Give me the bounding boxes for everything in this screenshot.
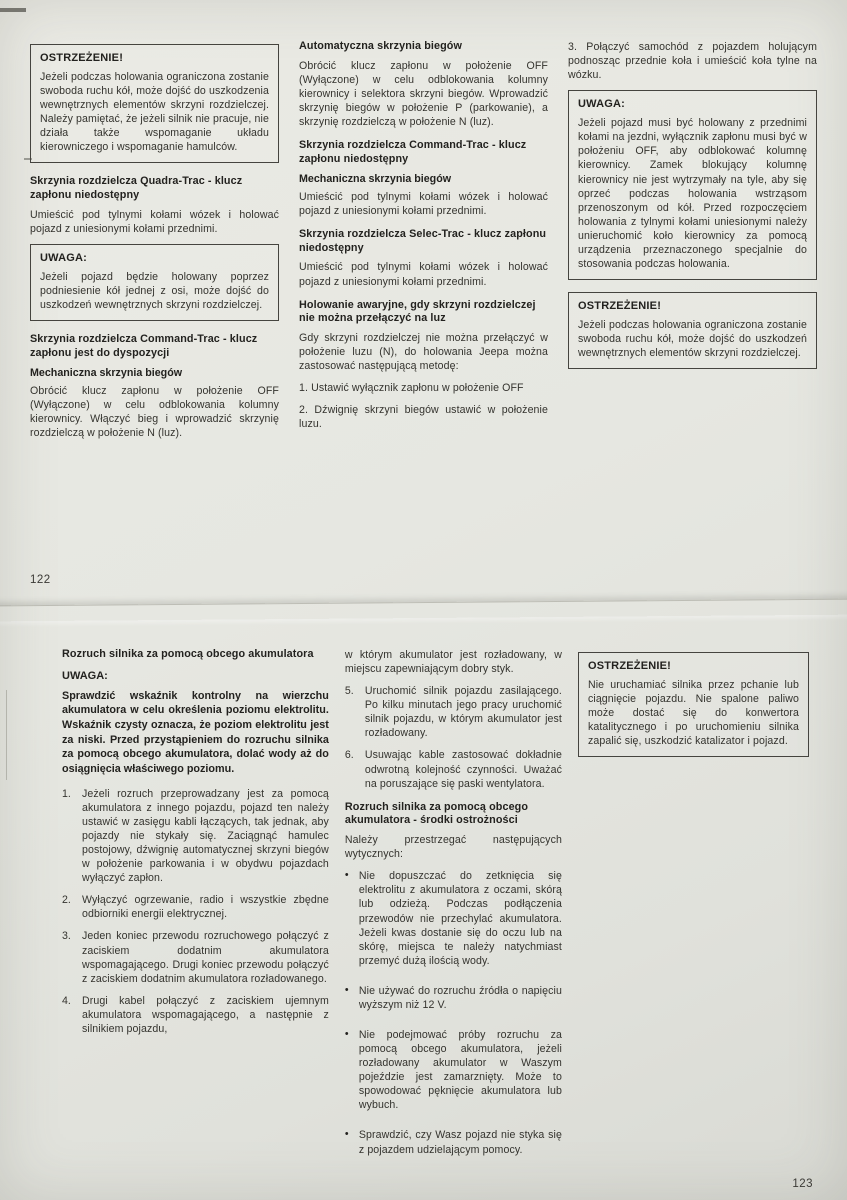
warning-box	[30, 44, 279, 163]
step-number: 1.	[62, 787, 71, 800]
bullet-text: Sprawdzić, czy Wasz pojazd nie styka się z pojazdem udzielającym pomocy.	[358, 1129, 562, 1156]
bullet-text: Nie używać do rozruchu źródła o napięciu wyższym niż 12 V.	[358, 984, 562, 1011]
numbered-step: 3. Połączyć samochód z pojazdem holującym podnosząc przednie koła i umieścić koła tylne na wózku.	[568, 41, 817, 82]
warning-body: Jeżeli podczas holowania ograniczona zostanie swoboda ruchu kół, może dojść do uszkodzenia wewnętrznych elementów skrzyni rozdzielczej. Należy pamiętać, że jeżeli silnik nie pracuje, nie działa także wspomaganie układu kierowniczego i wspomaganie hamulców.	[40, 71, 269, 154]
step-number: 4.	[62, 994, 71, 1007]
paragraph: Umieścić pod tylnymi kołami wózek i holować pojazd z uniesionymi kołami przednimi.	[299, 190, 548, 217]
warning-title: OSTRZEŻENIE!	[587, 660, 672, 672]
warning-box	[568, 292, 817, 369]
list-item	[345, 1128, 562, 1164]
note-box	[30, 244, 279, 321]
paragraph: Umieścić pod tylnymi kołami wózek i holować pojazd z uniesionymi kołami przednimi.	[30, 208, 279, 235]
list-item	[345, 1028, 562, 1120]
list-item	[345, 684, 562, 740]
step-text: Uruchomić silnik pojazdu zasilającego. Po kilku minutach jego pracy uruchomić silnik pojazdu, w którym akumulator jest rozładowany.	[364, 685, 562, 740]
numbered-step: 1. Ustawić wyłącznik zapłonu w położenie OFF	[299, 382, 524, 395]
bullet-icon: •	[344, 1027, 349, 1040]
bullet-text: Nie dopuszczać do zetknięcia się elektrolitu z akumulatora z oczami, skórą lub odzieżą. Podczas podłączenia przewodów nie przechylać akumulatora. Jeżeli kwas dostanie się do oczu lub na skórę, miejsca te należy natychmiast przemyć dużą ilością wody.	[358, 870, 562, 967]
paragraph: Gdy skrzyni rozdzielczej nie można przełączyć w położenie luzu (N), do holowania Jeepa można zastosować następującą metodę:	[299, 332, 548, 373]
warning-title: OSTRZEŻENIE!	[40, 52, 124, 64]
step-text: Jeden koniec przewodu rozruchowego połączyć z zaciskiem dodatnim akumulatora wspomagającego. Drugi koniec przewodu połączyć z zaciskiem dodatnim akumulatora rozładowanego.	[82, 930, 329, 985]
note-title: UWAGA:	[578, 98, 626, 111]
note-body: Jeżeli pojazd będzie holowany poprzez podniesienie kół jednej z osi, może dojść do uszkodzeń wewnętrznych skrzyni rozdzielczej.	[40, 271, 269, 312]
step-number: 5.	[344, 685, 354, 698]
page123-column-3	[578, 648, 809, 1173]
note-body: Jeżeli pojazd musi być holowany z przednimi kołami na jezdni, wyłącznik zapłonu musi być w położeniu OFF, aby odblokować kolumnę kierownicy. Zamek blokujący kolumnę kierownicy nie jest wytrzymały na tyle, aby się oprzeć podczas holowania wstrząsom przenoszonym od kół. Przed rozpoczęciem holowania z tylnymi kołami uniesionymi należy unieruchomić koło kierownicy za pomocą urządzenia przeznaczonego specjalnie do stosowania podczas holowania.	[578, 117, 807, 271]
sub-heading: Mechaniczna skrzynia biegów	[30, 366, 183, 379]
list-item	[62, 929, 329, 985]
page-edge-divider	[0, 599, 847, 622]
warning-title: OSTRZEŻENIE!	[578, 300, 662, 313]
warning-box	[578, 652, 809, 757]
sub-heading: Mechaniczna skrzynia biegów	[299, 172, 452, 185]
note-title: UWAGA:	[40, 252, 88, 265]
bullet-icon: •	[344, 983, 349, 996]
warning-body: Jeżeli podczas holowania ograniczona zostanie swoboda ruchu kół, może dojść do uszkodzeń wewnętrznych elementów skrzyni rozdzielczej.	[578, 319, 807, 360]
list-item	[345, 869, 562, 976]
step-number: 2.	[62, 894, 71, 907]
note-title: UWAGA:	[62, 669, 108, 682]
manual-page-123	[0, 620, 847, 1200]
warning-body: Nie uruchamiać silnika przez pchanie lub ciągnięcie pojazdu. Nie spalone paliwo może dostać się do konwertora katalitycznego i po uruchomieniu silnika zapalić się, uszkodzić katalizator i pojazd.	[587, 679, 799, 748]
page122-column-3	[568, 40, 817, 448]
page123-column-1	[62, 648, 329, 1173]
continuation-paragraph: w którym akumulator jest rozładowany, w miejscu zapewniającym dobry styk.	[344, 649, 562, 676]
page-number: 123	[792, 1178, 813, 1190]
page123-column-2	[345, 648, 562, 1173]
bullet-text: Nie podejmować próby rozruchu za pomocą obcego akumulatora, jeżeli rozładowany akumulator w Waszym pojeździe jest zamarznięty. Może to spowodować pęknięcie akumulatora lub wybuch.	[358, 1028, 562, 1112]
list-item	[62, 893, 329, 921]
section-heading: Rozruch silnika za pomocą obcego akumulatora - środki ostrożności	[344, 800, 529, 827]
page122-column-1	[30, 40, 279, 448]
step-text: Jeżeli rozruch przeprowadzany jest za pomocą akumulatora z innego pojazdu, pojazd ten należy ustawić w zasięgu kabli łączących, tak jednak, aby pojazdy nie stykały się. Zaciągnąć hamulec postojowy, dźwignię automatycznej skrzyni biegów w położenie parkowania i w obydwu pojazdach wyłączyć zapłon.	[82, 787, 329, 885]
section-heading: Holowanie awaryjne, gdy skrzyni rozdzielczej nie można przełączyć na luz	[299, 298, 536, 325]
numbered-step: 2. Dźwignię skrzyni biegów ustawić w położenie luzu.	[299, 404, 548, 431]
list-item	[62, 787, 329, 886]
step-number: 3.	[62, 930, 71, 943]
section-heading: Skrzynia rozdzielcza Command-Trac - klucz zapłonu niedostępny	[299, 139, 527, 165]
list-item	[345, 748, 562, 790]
section-heading: Skrzynia rozdzielcza Quadra-Trac - klucz zapłonu niedostępny	[30, 175, 243, 202]
step-text: Drugi kabel połączyć z zaciskiem ujemnym akumulatora wspomagającego, a następnie z silnikiem pojazdu,	[82, 994, 329, 1035]
lead-paragraph: Sprawdzić wskaźnik kontrolny na wierzchu akumulatora w celu określenia poziomu elektrolitu. Wskaźnik czysty oznacza, że poziom elektrolitu jest za niski. Przed przystąpieniem do rozruchu silnika za pomocą obcego akumulatora, dolać wody aż do osiągnięcia właściwego poziomu.	[62, 689, 329, 776]
step-text: Wyłączyć ogrzewanie, radio i wszystkie zbędne odbiorniki energii elektrycznej.	[82, 894, 329, 921]
note-box	[568, 90, 817, 280]
section-heading: Skrzynia rozdzielcza Selec-Trac - klucz zapłonu niedostępny	[299, 228, 547, 254]
paragraph: Umieścić pod tylnymi kołami wózek i holować pojazd z uniesionymi kołami przednimi.	[299, 261, 548, 288]
section-heading: Automatyczna skrzynia biegów	[299, 40, 462, 52]
paragraph: Obrócić klucz zapłonu w położenie OFF (Wyłączone) w celu odblokowania kolumny kierownicy i selektora skrzyni biegów. Wprowadzić skrzynię biegów w położenie P (parkowanie), a skrzynię rozdzielczą w położenie N (luz).	[299, 59, 548, 129]
list-item	[62, 994, 329, 1036]
paragraph: Obrócić klucz zapłonu w położenie OFF (Wyłączone) w celu odblokowania kolumny kierownicy. Włączyć bieg i wprowadzić skrzynię rozdzielczą w położenie N (luz).	[30, 385, 279, 440]
section-heading: Skrzynia rozdzielcza Command-Trac - klucz zapłonu jest do dyspozycji	[30, 333, 258, 359]
bullet-icon: •	[344, 869, 349, 882]
paragraph: Należy przestrzegać następujących wytycznych:	[344, 834, 562, 861]
section-heading: Rozruch silnika za pomocą obcego akumulatora	[62, 648, 314, 660]
step-text: Usuwając kable zastosować dokładnie odwrotną kolejność czynności. Uważać na poruszające się paski wentylatora.	[364, 749, 562, 790]
page-number: 122	[30, 574, 51, 586]
bullet-icon: •	[344, 1128, 349, 1141]
list-item	[345, 984, 562, 1020]
page122-column-2	[299, 40, 548, 448]
step-number: 6.	[344, 749, 354, 762]
